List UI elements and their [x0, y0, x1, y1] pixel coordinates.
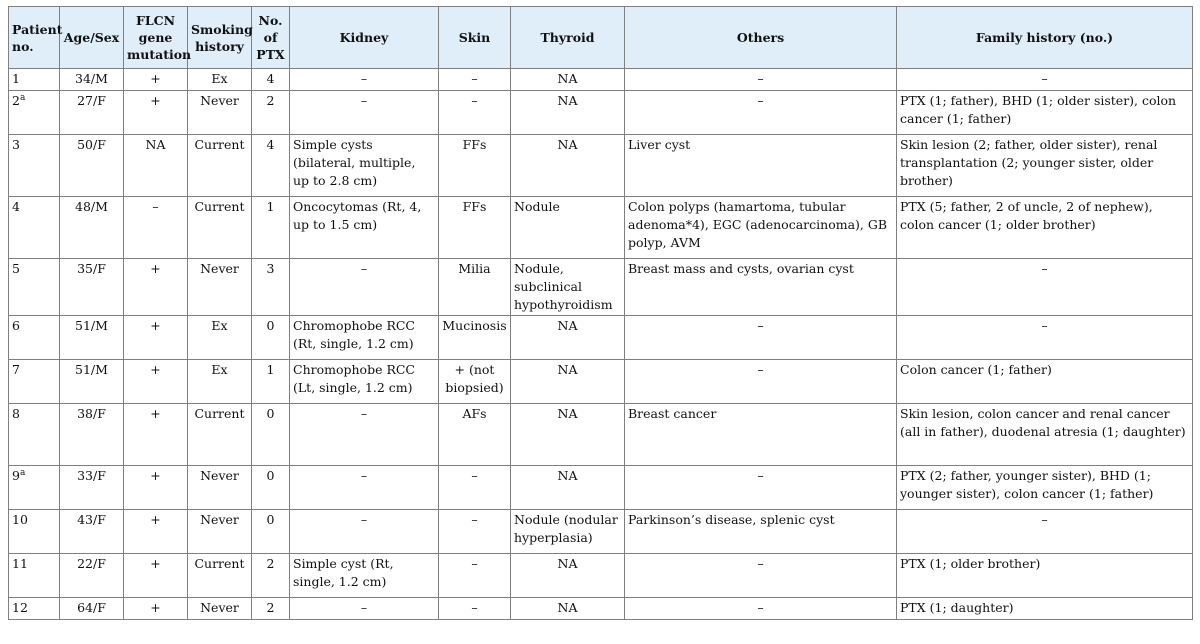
- cell-others: –: [625, 360, 897, 404]
- cell-kidney: –: [290, 404, 439, 466]
- table-row: [9, 135, 1193, 197]
- cell-flcn-mutation: +: [124, 259, 188, 316]
- cell-family-history: –: [897, 259, 1193, 316]
- cell-patient-no: [9, 598, 60, 620]
- cell-others: Breast cancer: [625, 404, 897, 466]
- cell-age-sex: 34/M: [60, 69, 124, 91]
- cell-thyroid: Nodule, subclinical hypothyroidism: [511, 259, 625, 316]
- header-skin: Skin: [439, 7, 511, 69]
- table-row: [9, 466, 1193, 510]
- cell-kidney: Chromophobe RCC (Rt, single, 1.2 cm): [290, 316, 439, 360]
- cell-flcn-mutation: +: [124, 466, 188, 510]
- cell-no-of-ptx: 0: [252, 510, 290, 554]
- table-row: [9, 69, 1193, 91]
- cell-age-sex: 64/F: [60, 598, 124, 620]
- cell-flcn-mutation: +: [124, 91, 188, 135]
- header-family-history: Family history (no.): [897, 7, 1193, 69]
- cell-smoking-history: Never: [188, 466, 252, 510]
- cell-age-sex: 38/F: [60, 404, 124, 466]
- cell-flcn-mutation: +: [124, 360, 188, 404]
- cell-family-history: PTX (1; daughter): [897, 598, 1193, 620]
- table-row: [9, 197, 1193, 259]
- cell-no-of-ptx: 2: [252, 554, 290, 598]
- cell-skin: –: [439, 598, 511, 620]
- cell-skin: –: [439, 554, 511, 598]
- cell-thyroid: Nodule: [511, 197, 625, 259]
- table-row: [9, 259, 1193, 316]
- cell-no-of-ptx: 0: [252, 316, 290, 360]
- cell-patient-no: [9, 404, 60, 466]
- patient-number: 1: [12, 71, 20, 86]
- cell-no-of-ptx: 0: [252, 466, 290, 510]
- cell-kidney: –: [290, 69, 439, 91]
- patient-number: 2: [12, 93, 20, 108]
- cell-smoking-history: Current: [188, 197, 252, 259]
- cell-patient-no: [9, 135, 60, 197]
- table-row: [9, 554, 1193, 598]
- footnote-marker: a: [19, 92, 26, 103]
- cell-flcn-mutation: +: [124, 554, 188, 598]
- cell-kidney: –: [290, 510, 439, 554]
- cell-patient-no: [9, 316, 60, 360]
- cell-skin: FFs: [439, 135, 511, 197]
- cell-thyroid: NA: [511, 466, 625, 510]
- cell-skin: –: [439, 91, 511, 135]
- cell-family-history: –: [897, 510, 1193, 554]
- cell-kidney: Simple cysts (bilateral, multiple, up to 2.8 cm): [290, 135, 439, 197]
- cell-flcn-mutation: +: [124, 316, 188, 360]
- cell-skin: –: [439, 510, 511, 554]
- patient-number: 10: [12, 512, 28, 527]
- cell-smoking-history: Ex: [188, 69, 252, 91]
- cell-others: –: [625, 554, 897, 598]
- cell-others: Liver cyst: [625, 135, 897, 197]
- header-others: Others: [625, 7, 897, 69]
- cell-flcn-mutation: +: [124, 69, 188, 91]
- cell-skin: –: [439, 69, 511, 91]
- cell-thyroid: NA: [511, 554, 625, 598]
- cell-no-of-ptx: 1: [252, 360, 290, 404]
- cell-others: Parkinson’s disease, splenic cyst: [625, 510, 897, 554]
- cell-age-sex: 51/M: [60, 316, 124, 360]
- table-row: [9, 91, 1193, 135]
- cell-thyroid: NA: [511, 360, 625, 404]
- cell-family-history: –: [897, 69, 1193, 91]
- header-smoking-history: Smoking history: [188, 7, 252, 69]
- header-flcn-mutation: FLCN gene mutation: [124, 7, 188, 69]
- cell-thyroid: NA: [511, 91, 625, 135]
- cell-age-sex: 43/F: [60, 510, 124, 554]
- header-thyroid: Thyroid: [511, 7, 625, 69]
- header-row: [9, 7, 1193, 69]
- cell-no-of-ptx: 3: [252, 259, 290, 316]
- header-kidney: Kidney: [290, 7, 439, 69]
- cell-smoking-history: Ex: [188, 360, 252, 404]
- cell-family-history: PTX (1; older brother): [897, 554, 1193, 598]
- cell-others: –: [625, 466, 897, 510]
- cell-kidney: Simple cyst (Rt, single, 1.2 cm): [290, 554, 439, 598]
- table-header: [9, 7, 1193, 69]
- patient-number: 4: [12, 199, 20, 214]
- patient-characteristics-table: [8, 6, 1193, 620]
- cell-kidney: –: [290, 466, 439, 510]
- patient-number: 9: [12, 468, 20, 483]
- cell-age-sex: 27/F: [60, 91, 124, 135]
- cell-others: –: [625, 69, 897, 91]
- cell-family-history: Colon cancer (1; father): [897, 360, 1193, 404]
- cell-others: –: [625, 598, 897, 620]
- cell-family-history: Skin lesion (2; father, older sister), renal transplantation (2; younger sister, older brother): [897, 135, 1193, 197]
- cell-patient-no: [9, 91, 60, 135]
- cell-smoking-history: Never: [188, 510, 252, 554]
- cell-family-history: PTX (1; father), BHD (1; older sister), colon cancer (1; father): [897, 91, 1193, 135]
- cell-flcn-mutation: NA: [124, 135, 188, 197]
- header-age-sex: Age/Sex: [60, 7, 124, 69]
- cell-thyroid: NA: [511, 598, 625, 620]
- table-row: [9, 316, 1193, 360]
- cell-age-sex: 33/F: [60, 466, 124, 510]
- patient-number: 12: [12, 600, 28, 615]
- table-row: [9, 360, 1193, 404]
- cell-patient-no: [9, 554, 60, 598]
- cell-others: –: [625, 91, 897, 135]
- cell-kidney: –: [290, 259, 439, 316]
- cell-skin: Milia: [439, 259, 511, 316]
- patient-number: 6: [12, 318, 20, 333]
- table-row: [9, 598, 1193, 620]
- cell-smoking-history: Ex: [188, 316, 252, 360]
- cell-skin: AFs: [439, 404, 511, 466]
- cell-no-of-ptx: 2: [252, 598, 290, 620]
- footnote-marker: a: [19, 467, 26, 478]
- header-no-of-ptx: No. of PTX: [252, 7, 290, 69]
- patient-number: 8: [12, 406, 20, 421]
- table-row: [9, 510, 1193, 554]
- cell-flcn-mutation: +: [124, 598, 188, 620]
- cell-family-history: PTX (5; father, 2 of uncle, 2 of nephew), colon cancer (1; older brother): [897, 197, 1193, 259]
- table-body: [9, 69, 1193, 620]
- cell-kidney: –: [290, 598, 439, 620]
- cell-thyroid: NA: [511, 69, 625, 91]
- cell-age-sex: 48/M: [60, 197, 124, 259]
- cell-no-of-ptx: 0: [252, 404, 290, 466]
- cell-thyroid: NA: [511, 135, 625, 197]
- cell-smoking-history: Current: [188, 404, 252, 466]
- cell-others: Colon polyps (hamartoma, tubular adenoma*4), EGC (adenocarcinoma), GB polyp, AVM: [625, 197, 897, 259]
- cell-smoking-history: Never: [188, 598, 252, 620]
- cell-family-history: PTX (2; father, younger sister), BHD (1; younger sister), colon cancer (1; father): [897, 466, 1193, 510]
- cell-kidney: –: [290, 91, 439, 135]
- cell-patient-no: [9, 197, 60, 259]
- cell-thyroid: Nodule (nodular hyperplasia): [511, 510, 625, 554]
- cell-flcn-mutation: +: [124, 510, 188, 554]
- cell-family-history: Skin lesion, colon cancer and renal cancer (all in father), duodenal atresia (1; daughter): [897, 404, 1193, 466]
- header-patient-no: Patient no.: [9, 7, 60, 69]
- cell-skin: –: [439, 466, 511, 510]
- cell-smoking-history: Never: [188, 259, 252, 316]
- cell-smoking-history: Current: [188, 554, 252, 598]
- cell-skin: FFs: [439, 197, 511, 259]
- cell-flcn-mutation: +: [124, 404, 188, 466]
- cell-thyroid: NA: [511, 316, 625, 360]
- cell-age-sex: 51/M: [60, 360, 124, 404]
- cell-age-sex: 35/F: [60, 259, 124, 316]
- cell-flcn-mutation: –: [124, 197, 188, 259]
- cell-patient-no: [9, 259, 60, 316]
- cell-others: –: [625, 316, 897, 360]
- cell-smoking-history: Never: [188, 91, 252, 135]
- cell-skin: Mucinosis: [439, 316, 511, 360]
- cell-no-of-ptx: 2: [252, 91, 290, 135]
- cell-patient-no: [9, 360, 60, 404]
- patient-number: 7: [12, 362, 20, 377]
- patient-number: 3: [12, 137, 20, 152]
- cell-smoking-history: Current: [188, 135, 252, 197]
- patient-number: 11: [12, 556, 28, 571]
- cell-skin: + (not biopsied): [439, 360, 511, 404]
- cell-patient-no: [9, 510, 60, 554]
- cell-age-sex: 22/F: [60, 554, 124, 598]
- cell-kidney: Oncocytomas (Rt, 4, up to 1.5 cm): [290, 197, 439, 259]
- cell-age-sex: 50/F: [60, 135, 124, 197]
- cell-no-of-ptx: 4: [252, 135, 290, 197]
- cell-thyroid: NA: [511, 404, 625, 466]
- table-row: [9, 404, 1193, 466]
- cell-no-of-ptx: 4: [252, 69, 290, 91]
- cell-patient-no: [9, 466, 60, 510]
- cell-no-of-ptx: 1: [252, 197, 290, 259]
- cell-patient-no: [9, 69, 60, 91]
- patient-number: 5: [12, 261, 20, 276]
- cell-family-history: –: [897, 316, 1193, 360]
- cell-kidney: Chromophobe RCC (Lt, single, 1.2 cm): [290, 360, 439, 404]
- cell-others: Breast mass and cysts, ovarian cyst: [625, 259, 897, 316]
